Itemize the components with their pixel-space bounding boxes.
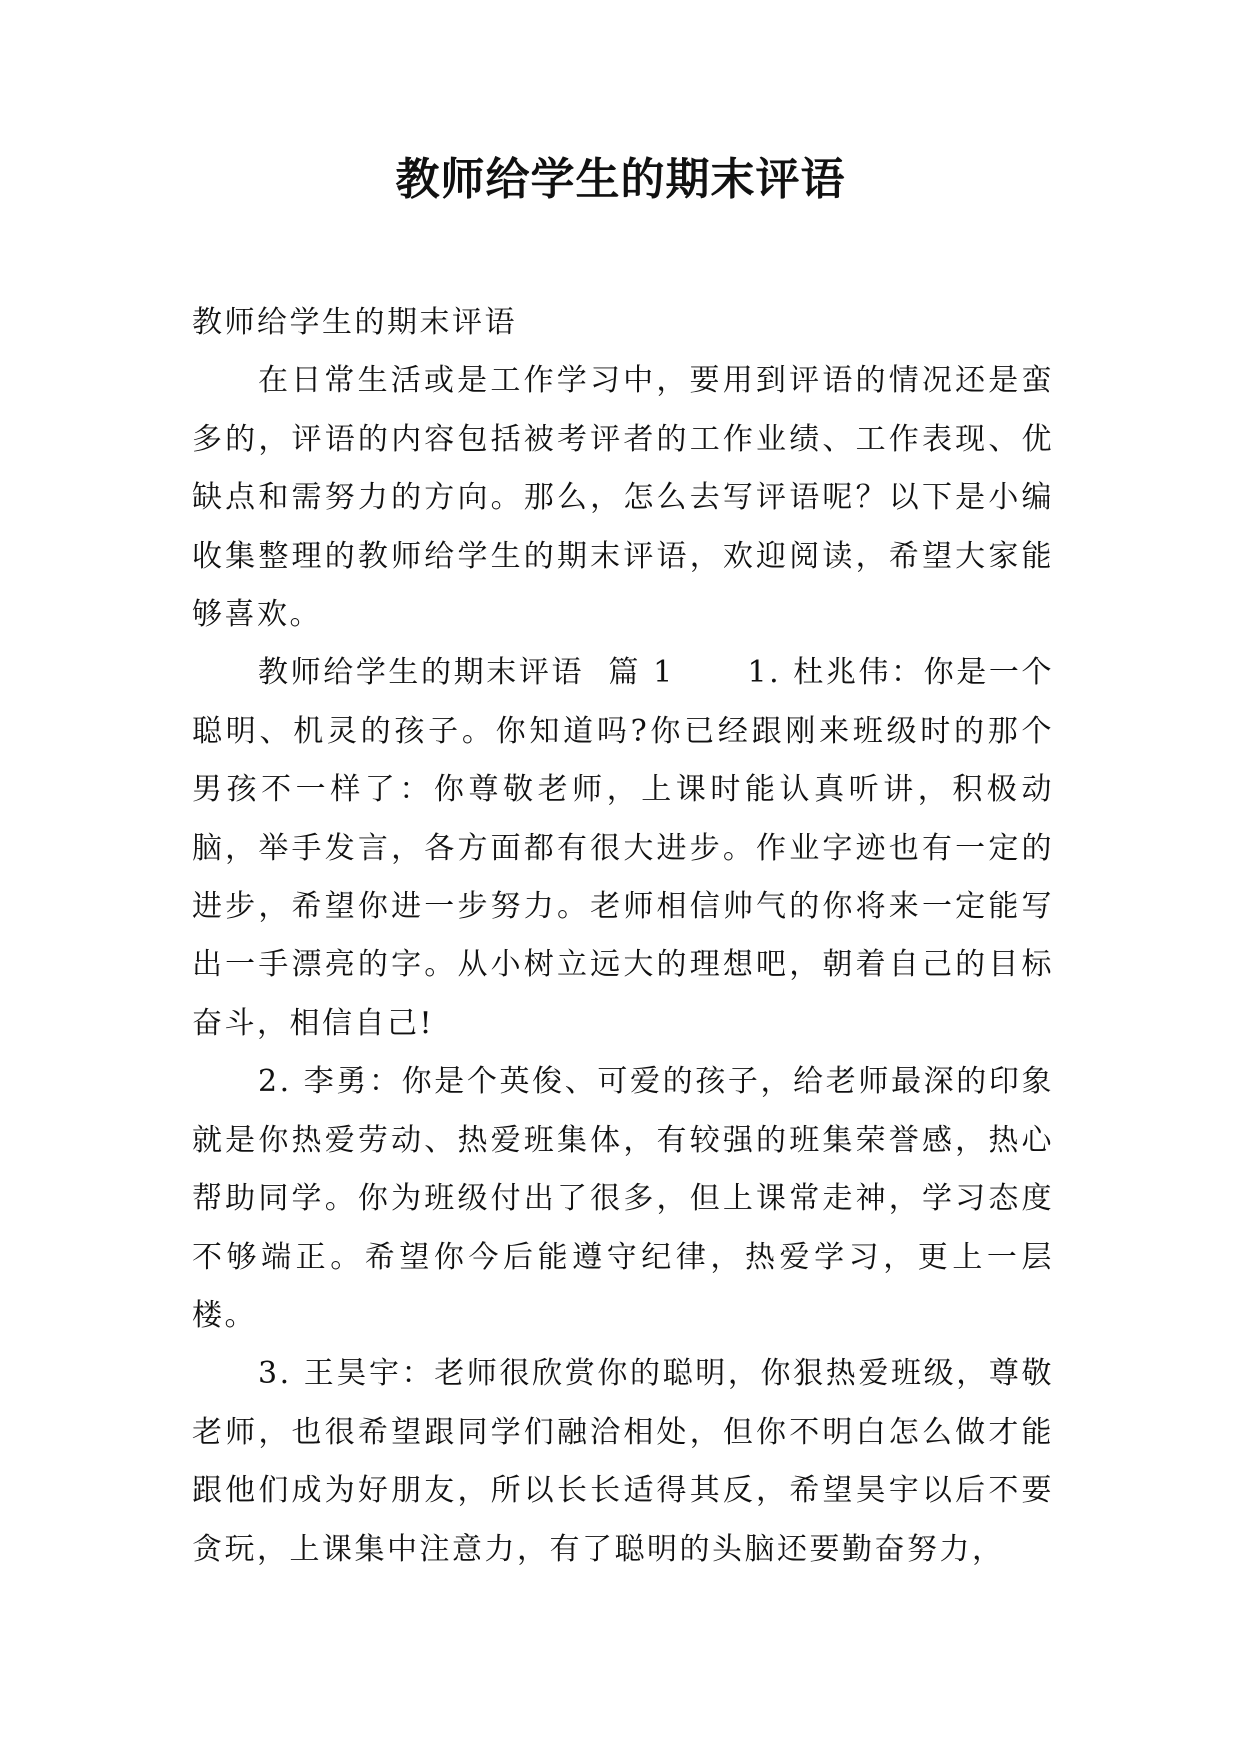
document-title: 教师给学生的期末评语 xyxy=(395,154,846,205)
comment-paragraph-1: 教师给学生的期末评语 篇 1 1. 杜兆伟：你是一个聪明、机灵的孩子。你知道吗?你已经跟刚来班级时的那个男孩不一样了：你尊敬老师，上课时能认真听讲，积极动脑，举手发言，各方面都有很大进步。作业字迹也有一定的进步，希望你进一步努力。老师相信帅气的你将来一定能写出一手漂亮的字。从小树立远大的理想吧，朝着自己的目标奋斗，相信自己! xyxy=(192,655,1054,1041)
document-body xyxy=(192,294,1054,1579)
comment-paragraph-3: 3. 王昊宇：老师很欣赏你的聪明，你狠热爱班级，尊敬老师，也很希望跟同学们融洽相处，但你不明白怎么做才能跟他们成为好朋友，所以长长适得其反，希望昊宇以后不要贪玩，上课集中注意力，有了聪明的头脑还要勤奋努力， xyxy=(192,1356,1054,1567)
comment-paragraph-2: 2. 李勇：你是个英俊、可爱的孩子，给老师最深的印象就是你热爱劳动、热爱班集体，有较强的班集荣誉感，热心帮助同学。你为班级付出了很多，但上课常走神，学习态度不够端正。希望你今后能遵守纪律，热爱学习，更上一层楼。 xyxy=(192,1064,1054,1333)
body-heading: 教师给学生的期末评语 xyxy=(192,305,517,340)
intro-paragraph: 在日常生活或是工作学习中，要用到评语的情况还是蛮多的，评语的内容包括被考评者的工作业绩、工作表现、优缺点和需努力的方向。那么，怎么去写评语呢？以下是小编收集整理的教师给学生的期末评语，欢迎阅读，希望大家能够喜欢。 xyxy=(192,363,1054,633)
